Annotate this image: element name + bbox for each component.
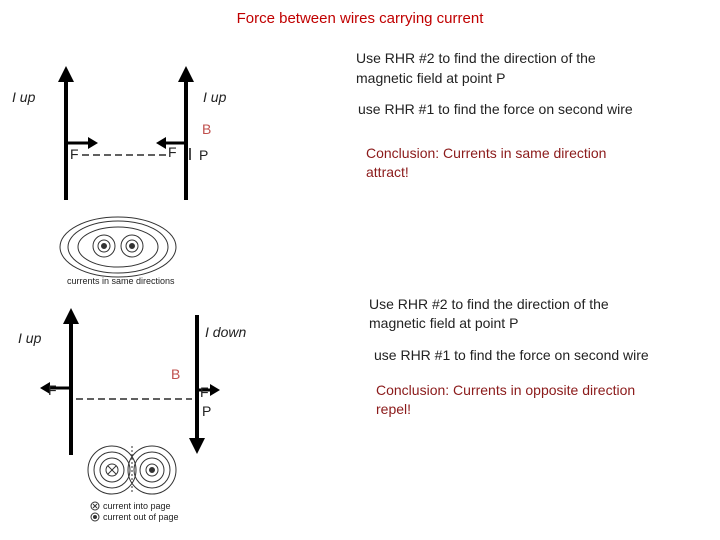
bottom-b-label: B bbox=[171, 366, 181, 382]
bottom-f-left-label: F bbox=[48, 382, 57, 398]
bottom-rhr1-text: use RHR #1 to find the force on second wire bbox=[374, 347, 649, 363]
top-right-wire bbox=[178, 66, 194, 200]
top-left-wire bbox=[58, 66, 74, 200]
bottom-point-label: P bbox=[202, 403, 212, 419]
legend-into-label: current into page bbox=[103, 501, 171, 511]
bottom-rhr2-line2: magnetic field at point P bbox=[369, 315, 519, 331]
slide-title: Force between wires carrying current bbox=[236, 10, 484, 27]
top-right-wire-label: I up bbox=[203, 89, 227, 105]
bottom-f-right-label: F bbox=[200, 384, 209, 400]
bottom-right-wire-label: I down bbox=[205, 324, 247, 340]
legend-into-icon bbox=[91, 502, 99, 510]
legend-out-label: current out of page bbox=[103, 512, 179, 522]
top-left-wire-label: I up bbox=[12, 89, 36, 105]
top-b-label: B bbox=[202, 121, 212, 137]
top-conclusion-line1: Conclusion: Currents in same direction bbox=[366, 145, 607, 161]
top-rhr2-line1: Use RHR #2 to find the direction of the bbox=[356, 50, 596, 66]
bottom-conclusion-line2: repel! bbox=[376, 401, 412, 417]
bottom-rhr2-line1: Use RHR #2 to find the direction of the bbox=[369, 296, 609, 312]
top-rhr1-text: use RHR #1 to find the force on second wire bbox=[358, 101, 633, 117]
top-point-label: P bbox=[199, 147, 209, 163]
top-f-right-label: F bbox=[168, 144, 177, 160]
bottom-left-wire bbox=[63, 308, 79, 455]
top-field-caption: currents in same directions bbox=[67, 276, 175, 286]
legend-out-icon bbox=[91, 513, 99, 521]
bottom-conclusion-line1: Conclusion: Currents in opposite direction bbox=[376, 382, 636, 398]
top-conclusion-line2: attract! bbox=[366, 164, 409, 180]
bottom-left-wire-label: I up bbox=[18, 330, 42, 346]
bottom-field-illustration bbox=[88, 446, 176, 494]
top-rhr2-line2: magnetic field at point P bbox=[356, 70, 506, 86]
top-f-left-label: F bbox=[70, 146, 79, 162]
